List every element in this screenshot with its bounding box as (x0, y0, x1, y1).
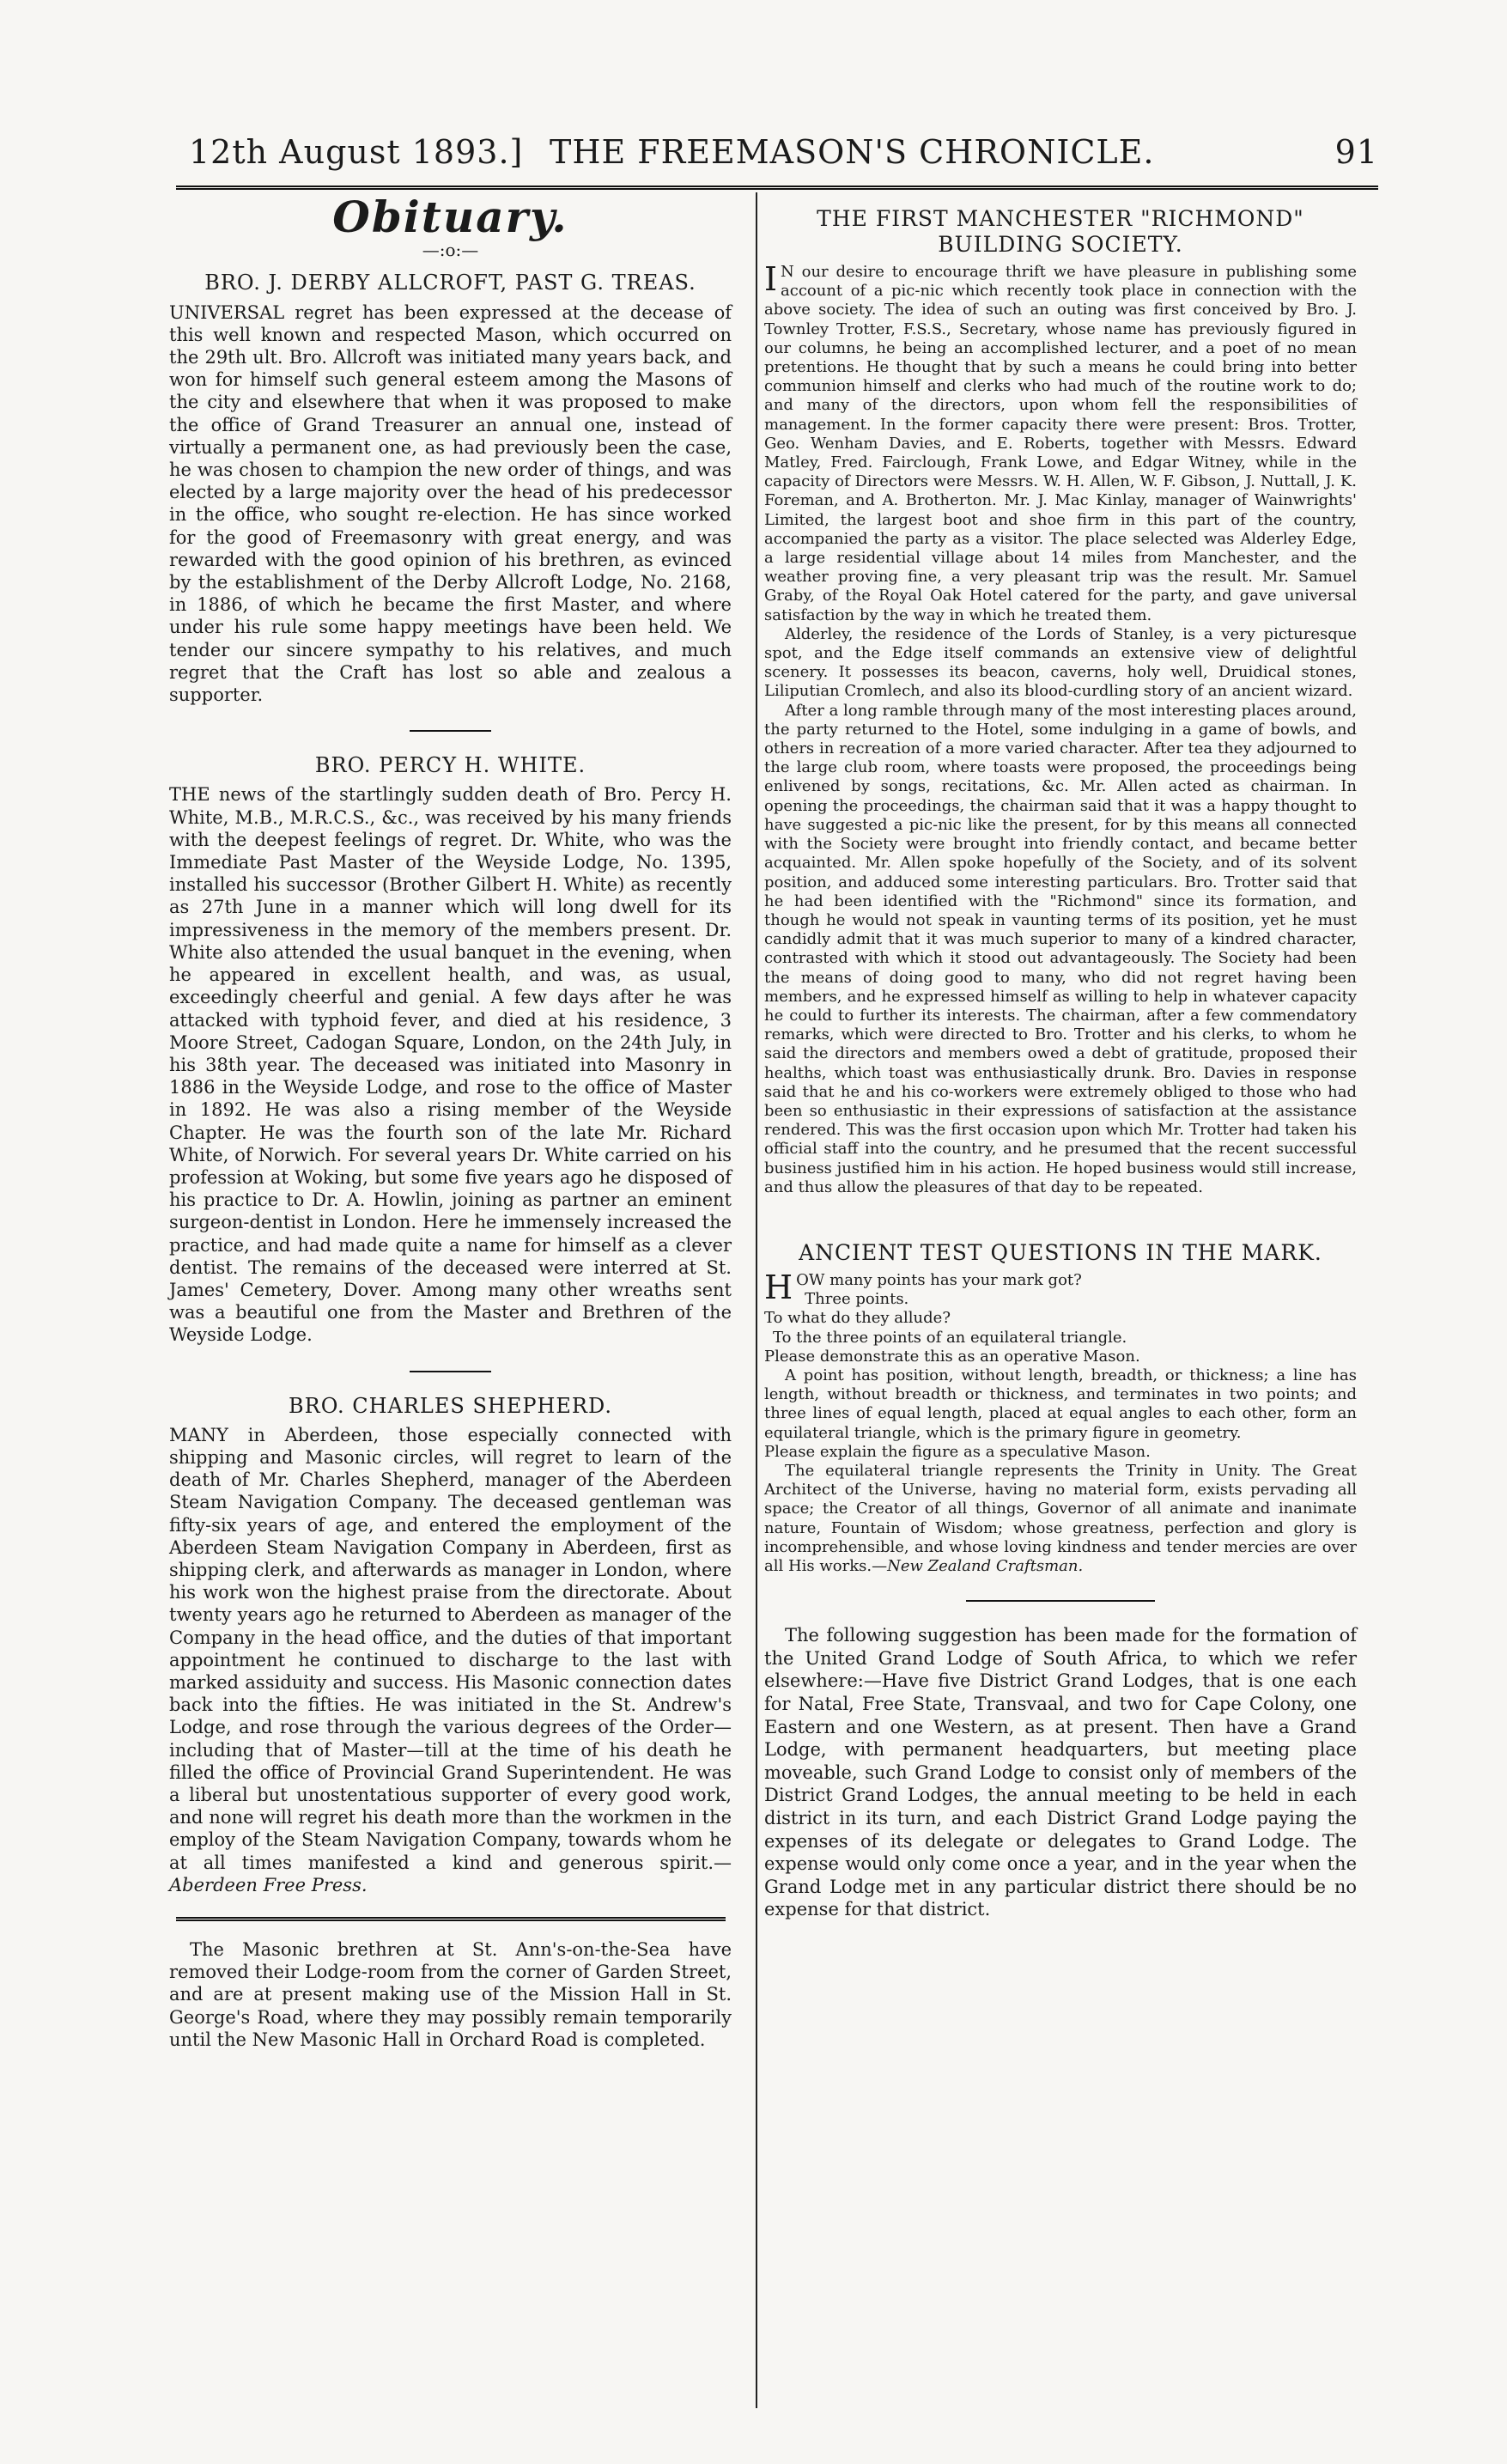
obituary-title: Obituary. (332, 192, 568, 242)
obituary-heading-allcroft: BRO. J. DERBY ALLCROFT, PAST G. TREAS. (204, 271, 696, 295)
newspaper-title: THE FREEMASON'S CHRONICLE. (550, 133, 1155, 171)
mark-line: OW many points has your mark got? (796, 1270, 1082, 1289)
section-rule (410, 1371, 491, 1372)
lodge-notice: The Masonic brethren at St. Ann's-on-the-Sea have removed their Lodge-room from the corner of Garden Street, and are at present making use of the Mission Hall in St. George's Road, where they may possibly remain temporarily until the New Masonic Hall in Orchard Road is completed. (169, 1939, 732, 2050)
header-rule (176, 186, 1378, 190)
drop-cap: I (764, 260, 778, 298)
article-heading-mark: ANCIENT TEST QUESTIONS IN THE MARK. (799, 1239, 1322, 1265)
mark-q4: Please explain the figure as a speculative Mason. (764, 1442, 1151, 1461)
spacer (764, 1197, 1357, 1237)
mark-q2: To what do they allude? (764, 1309, 951, 1328)
obituary-body-white: THE news of the startlingly sudden death of Bro. Percy H. White, M.B., M.R.C.S., &c., was received by his many friends with the deepest feelings of regret. Dr. White, who was the Immediate Past Master of the Weyside Lodge, No. 1395, installed his successor (Brother Gilbert H. White) as recently as 27th June in a manner which will long dwell for its impressiveness in the memory of the members present. Dr. White also attended the usual banquet in the evening, when he appeared in excellent health, and was, as usual, exceedingly cheerful and genial. A few days after he was attacked with typhoid fever, and died at his residence, 3 Moore Street, Cadogan Square, London, on the 24th July, in his 38th year. The deceased was initiated into Masonry in 1886 in the Weyside Lodge, and rose to the office of Master in 1892. He was also a rising member of the Weyside Chapter. He was the fourth son of the late Mr. Richard White, of Norwich. For several years Dr. White carried on his profession at Woking, but some five years ago he disposed of his practice to Dr. A. Howlin, joining as partner an eminent surgeon-dentist in London. Here he immensely increased the practice, and had made quite a name for himself as a clever dentist. The remains of the deceased were interred at St. James' Cemetery, Dover. Among many other wreaths sent was a beautiful one from the Master and Brethren of the Weyside Lodge. (169, 784, 732, 1346)
drop-cap: H (764, 1268, 793, 1306)
obituary-heading-shepherd: BRO. CHARLES SHEPHERD. (288, 1393, 613, 1418)
article-heading-richmond: THE FIRST MANCHESTER "RICHMOND" BUILDING SOCIETY. (817, 206, 1304, 257)
section-rule (966, 1600, 1155, 1602)
shepherd-text: MANY in Aberdeen, those especially connected with shipping and Masonic circles, will regret to learn of the death of Mr. Charles Shepherd, manager of the Aberdeen Steam Navigation Company. The deceased gentleman was fifty-six years of age, and entered the employment of the Aberdeen Steam Navigation Company in Aberdeen, first as shipping clerk, and afterwards as manager in London, where his work won the highest praise from the directorate. About twenty years ago he returned to Aberdeen as manager of the Company in the head office, and the duties of that important appointment he continued to discharge to the last with marked assiduity and success. His Masonic connection dates back into the fifties. He was initiated in the St. Andrew's Lodge, and rose through the various degrees of the Order—including that of Master—till at the time of his death he filled the office of Provincial Grand Superintendent. He was a liberal but unostentatious supporter of every good work, and none will regret his death more than the workmen in the employ of the Steam Navigation Company, towards whom he at all times manifested a kind and generous spirit.— (169, 1424, 732, 1873)
section-ornament: —:o:— (422, 240, 479, 261)
obituary-body-allcroft: UNIVERSAL regret has been expressed at the decease of this well known and respected Mason, which occurred on the 29th ult. Bro. Allcroft was initiated many years back, and won for himself such general esteem among the Masons of the city and elsewhere that when it was proposed to make the office of Grand Treasurer an annual one, instead of virtually a permanent one, as had previously been the case, he was chosen to champion the new order of things, and was elected by a large majority over the head of his predecessor in the office, who sought re-election. He has since worked for the good of Freemasonry with great energy, and was rewarded with the good opinion of his brethren, as evinced by the establishment of the Derby Allcroft Lodge, No. 2168, in 1886, of which he became the first Master, and where under his rule some happy meetings have been held. We tender our sincere sympathy to his relatives, and much regret that the Craft has lost so able and zealous a supporter. (169, 301, 732, 706)
mark-a4 (764, 1462, 1357, 1576)
right-column (764, 203, 1357, 1921)
paragraph-text: N our desire to encourage thrift we have pleasure in publishing some account of a pic-nic which recently took place in connection with the above society. The idea of such an outing was first conceived by Bro. J. Townley Trotter, F.S.S., Secretary, whose name has previously figured in our columns, he being an accomplished lecturer, and a poet of no mean pretentions. He thought that by such a means he could bring into better communion himself and clerks who had much of the routine work to do; and many of the directors, upon whom fell the responsibilities of management. In the former capacity there were present: Bros. Trotter, Geo. Wenham Davies, and E. Roberts, together with Messrs. Edward Matley, Fred. Fairclough, Frank Lowe, and Edgar Witney, while in the capacity of Directors were Messrs. W. H. Allen, W. F. Gibson, J. Nuttall, J. K. Foreman, and A. Brotherton. Mr. J. Mac Kinlay, manager of Wainwrights' Limited, the largest boot and shoe firm in this part of the country, accompanied the party as a visitor. The place selected was Alderley Edge, a large residential village about 14 miles from Manchester, and the weather proving fine, a very pleasant trip was the result. Mr. Samuel Graby, of the Royal Oak Hotel catered for the party, and gave universal satisfaction by the way in which he treated them. (764, 263, 1357, 624)
mark-a2: To the three points of an equilateral triangle. (773, 1328, 1127, 1347)
south-africa-article: The following suggestion has been made for the formation of the United Grand Lodge of South Africa, to which we refer elsewhere:—Have five District Grand Lodges, that is one each for Natal, Free State, Transvaal, and two for Cape Colony, one Eastern and one Western, as at present. Then have a Grand Lodge, with permanent headquarters, but meeting place moveable, such Grand Lodge to consist only of members of the District Grand Lodges, the annual meeting to be held in each district in its turn, and each District Grand Lodge paying the expenses of its delegate or delegates to Grand Lodge. The expense would only come once a year, and in the year when the Grand Lodge met in any particular district there should be no expense for that district. (764, 1625, 1357, 1920)
page-number: 91 (1334, 133, 1378, 171)
source-credit: Aberdeen Free Press. (169, 1874, 368, 1895)
article-body-richmond-3: After a long ramble through many of the most interesting places around, the party returned to the Hotel, some indulging in a game of bowls, and others in recreation of a more varied character. After tea they adjourned to the large club room, where toasts were proposed, the proceedings being enlivened by songs, recitations, &c. Mr. Allen acted as chairman. In opening the proceedings, the chairman said that it was a happy thought to have suggested a pic-nic like the present, for by this means all connected with the Society were brought into friendly contact, and became better acquainted. Mr. Allen spoke hopefully of the Society, and of its solvent position, and adduced some interesting particulars. Bro. Trotter said that he had been identified with the "Richmond" since its formation, and though he would not speak in vaunting terms of its position, yet he must candidly admit that it was much superior to many of a kindred character, contrasted with which it stood out advantageously. The Society had been the means of doing good to many, who did not regret having been members, and he expressed himself as willing to help in whatever capacity he could to further its interests. The chairman, after a few commendatory remarks, which were directed to Bro. Trotter and his clerks, to whom he said the directors and members owed a debt of gratitude, proposed their healths, which toast was enthusiastically drunk. Bro. Davies in response said that he and his co-workers were extremely obliged to those who had been so enthusiastic in their expressions of satisfaction at the assistance rendered. This was the first occasion upon which Mr. Trotter had taken his official staff into the country, and he presumed that the recent successful business justified him in his action. He hoped business would still increase, and thus allow the pleasures of that day to be repeated. (764, 701, 1357, 1196)
page-header (180, 133, 1378, 183)
mark-a1: Three points. (805, 1290, 909, 1309)
issue-date: 12th August 1893.] (189, 133, 524, 171)
mark-a3: A point has position, without length, breadth, or thickness; a line has length, without breadth or thickness, and terminates in two points; and three lines of equal length, placed at equal angles to each other, form an equilateral triangle, which is the primary figure in geometry. (764, 1366, 1357, 1442)
obituary-heading-white: BRO. PERCY H. WHITE. (314, 753, 586, 778)
mark-q3: Please demonstrate this as an operative Mason. (764, 1347, 1140, 1366)
column-divider (756, 192, 757, 2408)
section-rule (410, 730, 491, 732)
mark-text: The equilateral triangle represents the Trinity in Unity. The Great Architect of the Universe, having no material form, exists pervading all space; the Creator of all things, Governor of all animate and inanimate nature, Fountain of Wisdom; whose greatness, perfection and glory is incomprehensible, and whose loving kindness and tender mercies are over all His works.— (764, 1461, 1357, 1575)
section-double-rule (176, 1917, 726, 1921)
obituary-body-shepherd (169, 1424, 732, 1896)
left-column (169, 192, 732, 2051)
article-body-richmond-1 (764, 260, 1357, 625)
source-credit: New Zealand Craftsman. (887, 1557, 1084, 1575)
article-body-richmond-2: Alderley, the residence of the Lords of Stanley, is a very picturesque spot, and the Edge itself commands an extensive view of delightful scenery. It possesses its beacon, caverns, holy well, Druidical stones, Liliputian Cromlech, and also its blood-curdling story of an ancient wizard. (764, 624, 1357, 701)
